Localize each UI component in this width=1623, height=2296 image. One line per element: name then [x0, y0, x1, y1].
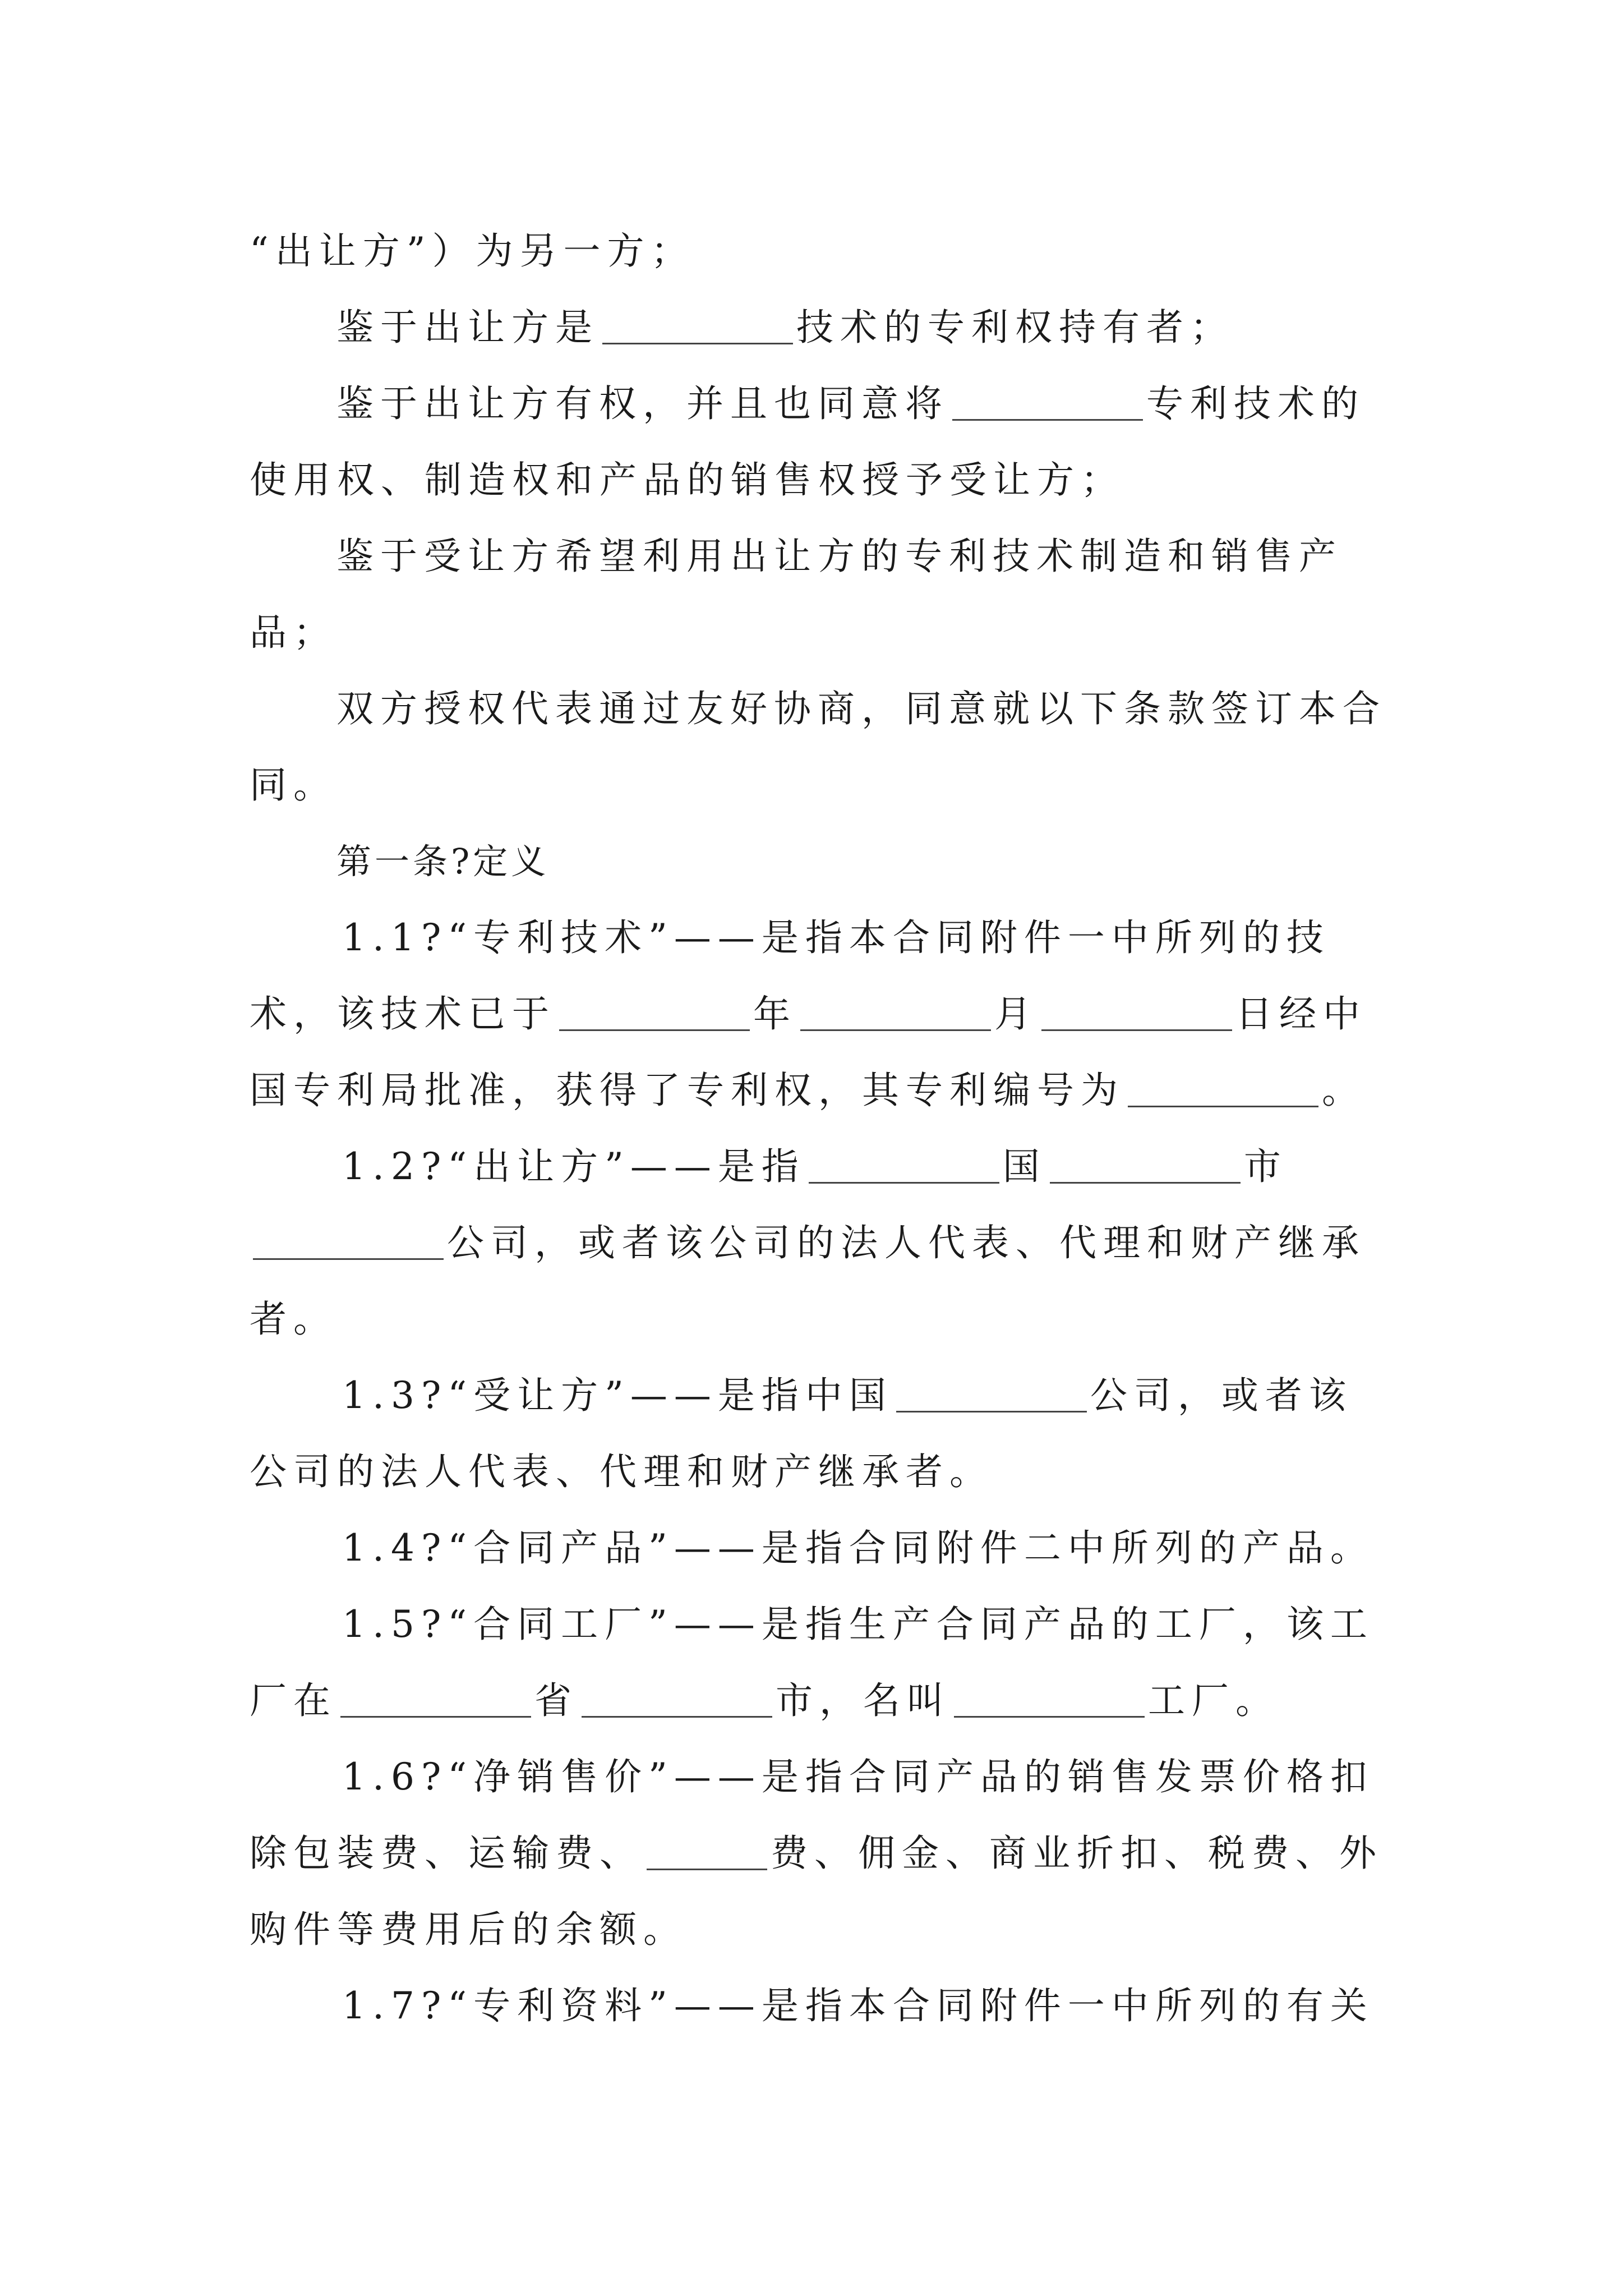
text: 市 [1243, 1145, 1288, 1188]
definition-line [250, 976, 1388, 1052]
text: 日经中 [1235, 992, 1367, 1036]
blank-field [340, 1679, 531, 1718]
text: 国专利局批准，获得了专利权，其专利编号为 [250, 1069, 1124, 1112]
paragraph-line [250, 442, 1388, 518]
definition-line [250, 1052, 1388, 1129]
blank-field [952, 382, 1143, 421]
text: 技术的专利权持有者； [796, 306, 1234, 349]
text: 购件等费用后的余额。 [250, 1908, 687, 1951]
blank-field [582, 1679, 772, 1718]
text: 鉴于受让方希望利用出让方的专利技术制造和销售产 [336, 535, 1343, 578]
definition-line [250, 1434, 1388, 1510]
definition-line [250, 1358, 1388, 1434]
text: 同。 [250, 763, 337, 807]
text: 品； [250, 611, 337, 654]
paragraph-line [250, 289, 1388, 366]
paragraph-line [250, 366, 1388, 442]
text: 费、佣金、商业折扣、税费、外 [771, 1832, 1383, 1875]
definition-line [250, 1739, 1388, 1815]
text: 鉴于出让方有权，并且也同意将 [336, 382, 949, 425]
text: 使用权、制造权和产品的销售权授予受让方； [250, 458, 1124, 501]
paragraph-line [250, 213, 1388, 289]
text: 年 [753, 992, 797, 1036]
text: “出让方”）为另一方； [250, 229, 695, 273]
paragraph-line [250, 595, 1388, 671]
text: 市，名叫 [776, 1679, 951, 1722]
text: 第一条?定义 [336, 841, 550, 882]
blank-field [559, 992, 750, 1031]
blank-field [896, 1374, 1087, 1412]
text: 1.7?“专利资料”——是指本合同附件一中所列的有关 [342, 1984, 1374, 2027]
text: 1.1?“专利技术”——是指本合同附件一中所列的技 [342, 916, 1330, 959]
definition-line [250, 1205, 1388, 1281]
blank-field [800, 992, 991, 1031]
blank-field [253, 1221, 444, 1260]
document-page [250, 213, 1388, 2044]
definition-line [250, 1586, 1388, 1663]
paragraph-line [250, 518, 1388, 595]
text: 专利技术的 [1146, 382, 1365, 425]
text: 鉴于出让方是 [336, 306, 599, 349]
definition-line [250, 1129, 1388, 1205]
definition-line [250, 1281, 1388, 1358]
blank-field [809, 1145, 999, 1184]
text: 工厂。 [1148, 1679, 1279, 1722]
text: 公司，或者该公司的法人代表、代理和财产继承 [447, 1221, 1366, 1264]
blank-field [1041, 992, 1232, 1031]
text: 国 [1002, 1145, 1046, 1188]
text: 公司的法人代表、代理和财产继承者。 [250, 1450, 993, 1493]
text: 1.2?“出让方”——是指 [342, 1145, 805, 1188]
definition-line [250, 1663, 1388, 1739]
text: 1.4?“合同产品”——是指合同附件二中所列的产品。 [342, 1526, 1374, 1570]
definition-line [250, 1815, 1388, 1892]
definition-line [250, 900, 1388, 976]
text: 公司，或者该 [1090, 1374, 1353, 1417]
text: 。 [1322, 1069, 1366, 1112]
definition-line [250, 1968, 1388, 2044]
text: 1.6?“净销售价”——是指合同产品的销售发票价格扣 [342, 1755, 1374, 1798]
definition-line [250, 1510, 1388, 1586]
section-heading [250, 823, 1388, 900]
paragraph-line [250, 671, 1388, 747]
text: 除包装费、运输费、 [250, 1832, 643, 1875]
paragraph-line [250, 747, 1388, 823]
blank-field [1128, 1069, 1318, 1107]
blank-field [602, 306, 793, 344]
text: 者。 [250, 1297, 337, 1341]
blank-field [647, 1832, 767, 1870]
text: 1.5?“合同工厂”——是指生产合同产品的工厂，该工 [342, 1603, 1374, 1646]
definition-line [250, 1892, 1388, 1968]
blank-field [954, 1679, 1145, 1718]
text: 月 [994, 992, 1038, 1036]
text: 省 [534, 1679, 578, 1722]
blank-field [1050, 1145, 1241, 1184]
text: 厂在 [250, 1679, 337, 1722]
text: 双方授权代表通过友好协商，同意就以下条款签订本合 [336, 687, 1386, 730]
text: 1.3?“受让方”——是指中国 [342, 1374, 893, 1417]
text: 术，该技术已于 [250, 992, 556, 1036]
